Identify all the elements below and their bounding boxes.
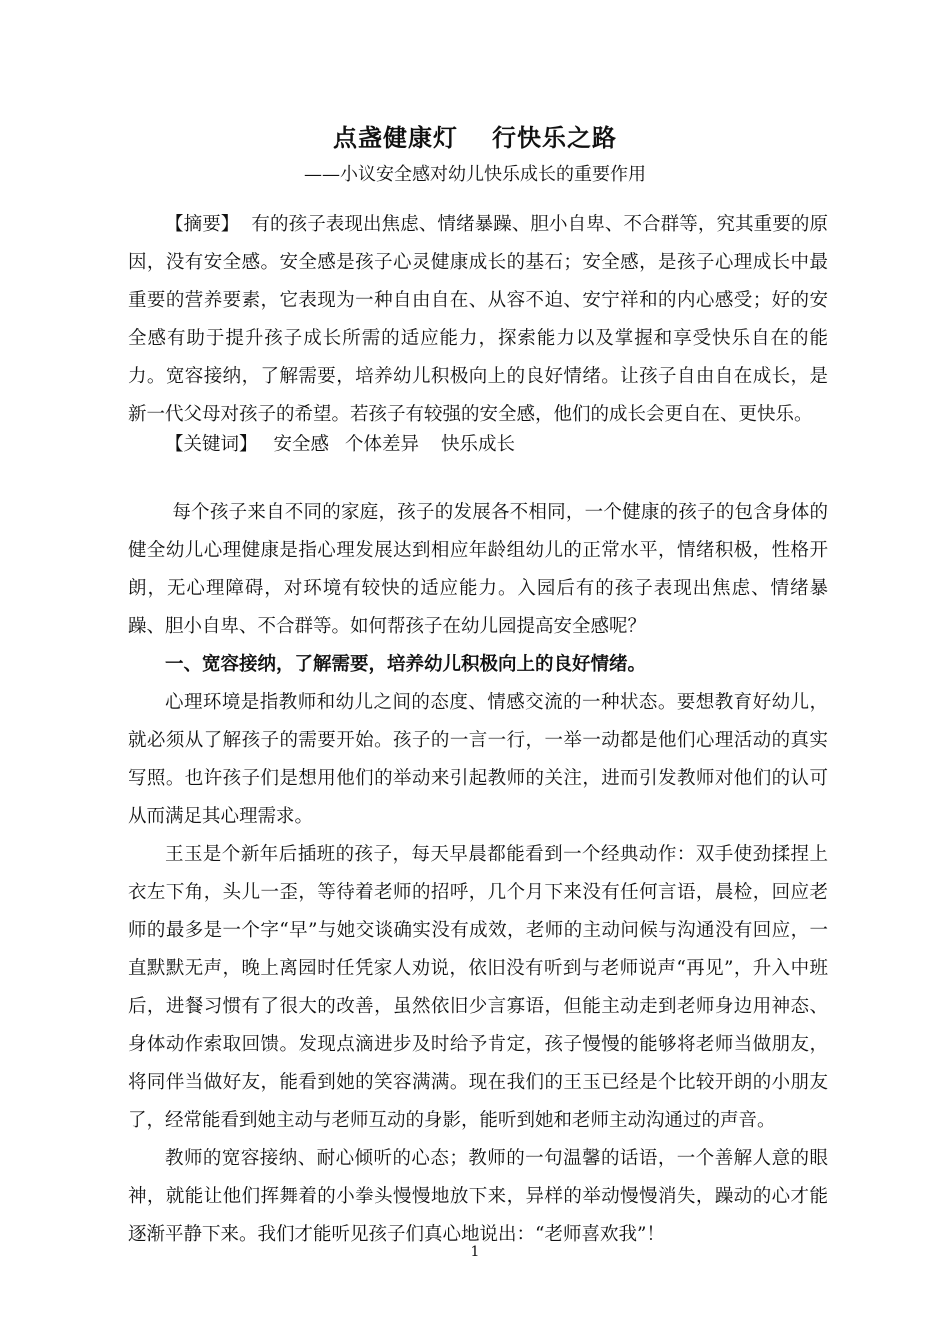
document-title (0, 118, 950, 153)
abstract-section (128, 206, 828, 434)
paragraph-3: 教师的宽容接纳、耐心倾听的心态；教师的一句温馨的话语，一个善解人意的眼神，就能让他们挥舞着的小拳头慢慢地放下来，异样的举动慢慢消失，躁动的心才能逐渐平静下来。我们才能听见孩子们真心地说出：“老师喜欢我”！ (128, 1148, 828, 1245)
keyword-item: 安全感 (273, 434, 330, 455)
title-part-1: 点盏健康灯 (333, 123, 458, 152)
main-body (128, 494, 828, 1254)
keyword-item: 个体差异 (345, 434, 420, 455)
paragraph-1: 心理环境是指教师和幼儿之间的态度、情感交流的一种状态。要想教育好幼儿，就必须从了解孩子的需要开始。孩子的一言一行，一举一动都是他们心理活动的真实写照。也许孩子们是想用他们的举动来引起教师的关注，进而引发教师对他们的认可从而满足其心理需求。 (128, 692, 828, 827)
keywords-label: 【关键词】 (165, 434, 258, 455)
abstract-label: 【摘要】 (165, 214, 240, 235)
paragraph-2: 王玉是个新年后插班的孩子，每天早晨都能看到一个经典动作：双手使劲揉捏上衣左下角，头儿一歪，等待着老师的招呼，几个月下来没有任何言语，晨检，回应老师的最多是一个字“早”与她交谈确实没有成效，老师的主动问候与沟通没有回应，一直默默无声，晚上离园时任凭家人劝说，依旧没有听到与老师说声“再见”，升入中班后，进餐习惯有了很大的改善，虽然依旧少言寡语，但能主动走到老师身边用神态、身体动作索取回馈。发现点滴进步及时给予肯定，孩子慢慢的能够将老师当做朋友，将同伴当做好友，能看到她的笑容满满。现在我们的王玉已经是个比较开朗的小朋友了，经常能看到她主动与老师互动的身影，能听到她和老师主动沟通过的声音。 (128, 844, 828, 1131)
abstract-text: 有的孩子表现出焦虑、情绪暴躁、胆小自卑、不合群等，究其重要的原因，没有安全感。安全感是孩子心灵健康成长的基石；安全感，是孩子心理成长中最重要的营养要素，它表现为一种自由自在、从容不迫、安宁祥和的内心感受；好的安全感有助于提升孩子成长所需的适应能力，探索能力以及掌握和享受快乐自在的能力。宽容接纳，了解需要，培养幼儿积极向上的良好情绪。让孩子自由自在成长，是新一代父母对孩子的希望。若孩子有较强的安全感，他们的成长会更自在、更快乐。 (128, 214, 828, 425)
keyword-item: 快乐成长 (441, 434, 516, 455)
title-part-2: 行快乐之路 (492, 123, 617, 152)
page-number: 1 (470, 1244, 480, 1260)
document-subtitle: ——小议安全感对幼儿快乐成长的重要作用 (304, 164, 646, 185)
section-heading-1: 一、宽容接纳，了解需要，培养幼儿积极向上的良好情绪。 (165, 654, 647, 675)
keywords-section (128, 426, 828, 464)
intro-paragraph: 每个孩子来自不同的家庭，孩子的发展各不相同，一个健康的孩子的包含身体的健全幼儿心理健康是指心理发展达到相应年龄组幼儿的正常水平，情绪积极，性格开朗，无心理障碍，对环境有较快的适应能力。入园后有的孩子表现出焦虑、情绪暴躁、胆小自卑、不合群等。如何帮孩子在幼儿园提高安全感呢？ (128, 502, 828, 637)
